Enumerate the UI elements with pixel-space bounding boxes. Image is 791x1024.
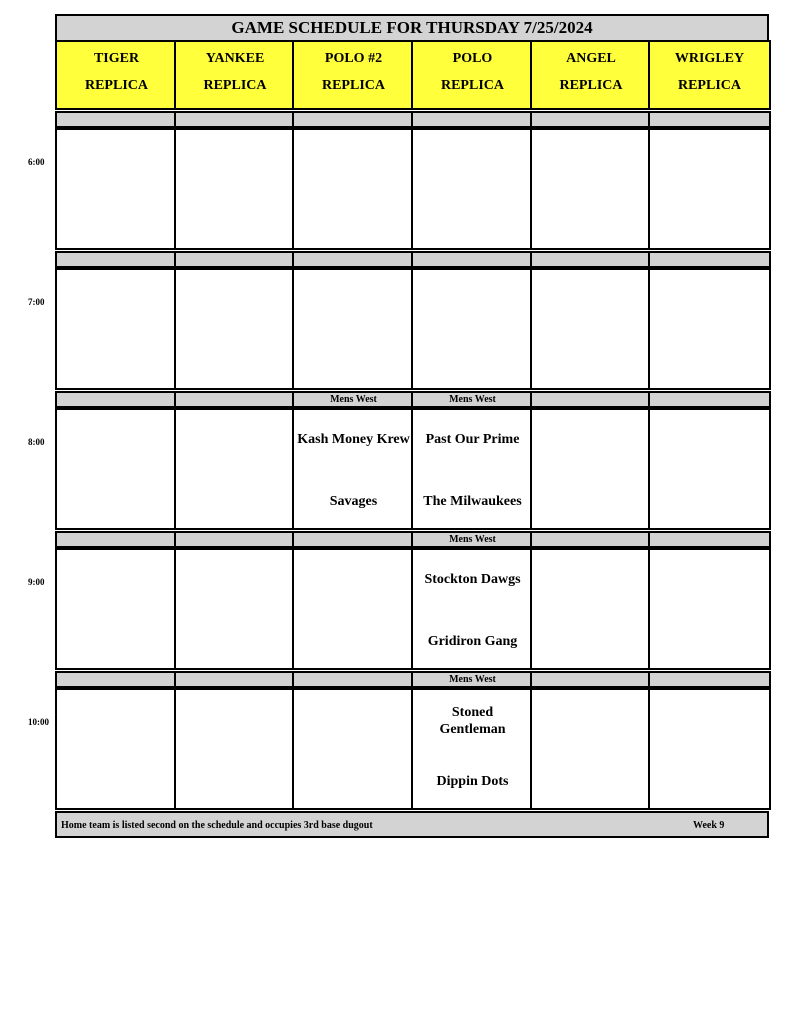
- away-team: Stockton Dawgs: [424, 572, 521, 587]
- game-cell: [530, 688, 652, 810]
- division-band: [530, 531, 652, 548]
- game-cell: [530, 548, 652, 670]
- division-band: [292, 251, 415, 268]
- game-cell: [648, 268, 771, 390]
- game-cell: [292, 688, 415, 810]
- game-cell: [55, 688, 178, 810]
- home-team: Savages: [329, 494, 378, 509]
- field-header: [292, 40, 415, 110]
- game-cell: [411, 268, 534, 390]
- game-cell: [292, 268, 415, 390]
- game-cell: [411, 688, 534, 810]
- field-subtitle: REPLICA: [321, 78, 385, 93]
- game-cell: [292, 408, 415, 530]
- game-cell: [55, 548, 178, 670]
- division-band: [55, 671, 178, 688]
- game-cell: [530, 268, 652, 390]
- field-subtitle: REPLICA: [677, 78, 741, 93]
- division-band: Mens West: [411, 391, 534, 408]
- game-cell: [648, 128, 771, 250]
- field-subtitle: REPLICA: [203, 78, 267, 93]
- division-band: [174, 111, 296, 128]
- division-band: [530, 251, 652, 268]
- home-team: Dippin Dots: [436, 774, 509, 789]
- game-cell: [292, 128, 415, 250]
- time-label: 8:00: [28, 437, 45, 447]
- division-band: [648, 671, 771, 688]
- division-band: [174, 671, 296, 688]
- field-name: TIGER: [93, 51, 140, 66]
- field-header: [55, 40, 178, 110]
- time-label: 9:00: [28, 577, 45, 587]
- field-name: WRIGLEY: [674, 51, 745, 66]
- home-team: Gridiron Gang: [427, 634, 518, 649]
- game-cell: [174, 268, 296, 390]
- division-band: Mens West: [411, 531, 534, 548]
- home-team: The Milwaukees: [423, 494, 522, 509]
- schedule-title: GAME SCHEDULE FOR THURSDAY 7/25/2024: [55, 14, 769, 42]
- game-cell: [411, 128, 534, 250]
- division-band: [55, 111, 178, 128]
- division-band: [648, 391, 771, 408]
- division-band: [55, 251, 178, 268]
- game-cell: [648, 408, 771, 530]
- time-label: 10:00: [28, 717, 49, 727]
- game-cell: [648, 688, 771, 810]
- division-band: [174, 391, 296, 408]
- division-band: [530, 391, 652, 408]
- field-header: [411, 40, 534, 110]
- division-band: [292, 531, 415, 548]
- home-team-note: Home team is listed second on the schedule and occupies 3rd base dugout: [61, 820, 373, 831]
- division-band: Mens West: [411, 671, 534, 688]
- away-team: Stoned Gentleman: [439, 705, 506, 737]
- division-band: [55, 531, 178, 548]
- time-label: 7:00: [28, 297, 45, 307]
- division-band: Mens West: [292, 391, 415, 408]
- field-name: POLO #2: [324, 51, 383, 66]
- field-subtitle: REPLICA: [440, 78, 504, 93]
- game-cell: [411, 548, 534, 670]
- field-name: YANKEE: [205, 51, 265, 66]
- game-cell: [55, 408, 178, 530]
- game-cell: [530, 408, 652, 530]
- schedule-footer: [55, 811, 769, 838]
- away-team: Kash Money Krew: [297, 432, 410, 447]
- division-band: [648, 111, 771, 128]
- field-name: POLO: [452, 51, 493, 66]
- field-header: [648, 40, 771, 110]
- division-band: [530, 671, 652, 688]
- field-name: ANGEL: [566, 51, 616, 66]
- field-header: [530, 40, 652, 110]
- game-cell: [292, 548, 415, 670]
- game-cell: [174, 128, 296, 250]
- division-band: [55, 391, 178, 408]
- division-band: [174, 251, 296, 268]
- division-band: [292, 111, 415, 128]
- division-band: [174, 531, 296, 548]
- away-team: Past Our Prime: [425, 432, 520, 447]
- field-subtitle: REPLICA: [84, 78, 148, 93]
- game-cell: [411, 408, 534, 530]
- division-band: [292, 671, 415, 688]
- game-cell: [55, 128, 178, 250]
- game-cell: [55, 268, 178, 390]
- field-header: [174, 40, 296, 110]
- game-cell: [174, 548, 296, 670]
- game-cell: [174, 688, 296, 810]
- division-band: [648, 531, 771, 548]
- game-cell: [648, 548, 771, 670]
- week-label: Week 9: [693, 820, 725, 831]
- game-cell: [530, 128, 652, 250]
- division-band: [411, 111, 534, 128]
- division-band: [648, 251, 771, 268]
- game-cell: [174, 408, 296, 530]
- division-band: [411, 251, 534, 268]
- field-subtitle: REPLICA: [559, 78, 623, 93]
- division-band: [530, 111, 652, 128]
- time-label: 6:00: [28, 157, 45, 167]
